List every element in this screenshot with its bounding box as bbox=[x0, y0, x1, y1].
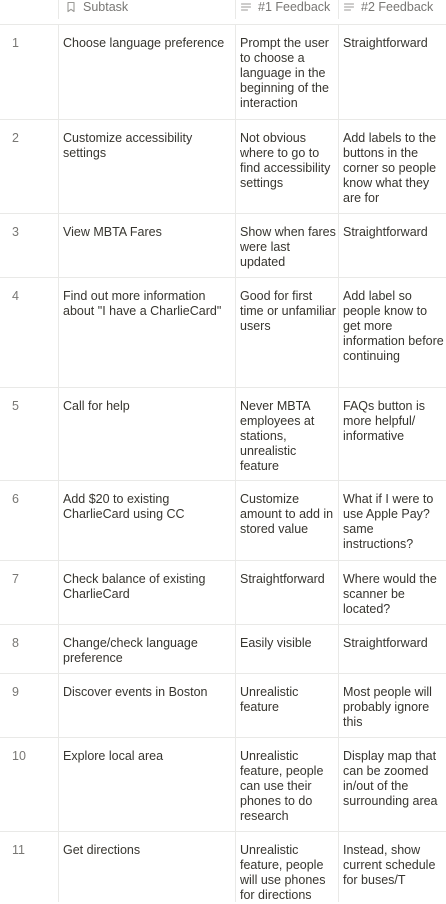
column-header-label: #2 Feedback bbox=[361, 0, 434, 14]
row-number: 3 bbox=[12, 225, 19, 239]
table-row[interactable] bbox=[0, 120, 446, 214]
row-number: 10 bbox=[12, 749, 26, 763]
table-row[interactable] bbox=[0, 738, 446, 832]
feedback-1-cell[interactable]: Show when fares were last updated bbox=[235, 214, 338, 277]
feedback-2-cell[interactable]: Straightforward bbox=[338, 625, 446, 673]
feedback-1-cell[interactable]: Prompt the user to choose a language in the beginning of the interaction bbox=[235, 25, 338, 119]
column-header-subtask[interactable] bbox=[58, 0, 235, 19]
subtask-cell[interactable]: Change/check language preference bbox=[58, 625, 235, 673]
subtask-cell[interactable]: Add $20 to existing CharlieCard using CC bbox=[58, 481, 235, 560]
feedback-1-cell[interactable]: Unrealistic feature, people will use phones for directions bbox=[235, 832, 338, 902]
table-row[interactable] bbox=[0, 832, 446, 902]
feedback-2-cell[interactable]: Most people will probably ignore this bbox=[338, 674, 446, 737]
subtask-cell[interactable]: Check balance of existing CharlieCard bbox=[58, 561, 235, 624]
feedback-2-cell[interactable]: FAQs button is more helpful/ informative bbox=[338, 388, 446, 480]
feedback-2-cell[interactable]: Where would the scanner be located? bbox=[338, 561, 446, 624]
table-row[interactable] bbox=[0, 388, 446, 481]
feedback-2-cell[interactable]: Display map that can be zoomed in/out of the surrounding area bbox=[338, 738, 446, 831]
table-row[interactable] bbox=[0, 278, 446, 388]
subtask-cell[interactable]: Get directions bbox=[58, 832, 235, 902]
row-number: 6 bbox=[12, 492, 19, 506]
feedback-1-cell[interactable]: Never MBTA employees at stations, unrealistic feature bbox=[235, 388, 338, 480]
row-number: 5 bbox=[12, 399, 19, 413]
table-row[interactable] bbox=[0, 674, 446, 738]
subtask-cell[interactable]: Call for help bbox=[58, 388, 235, 480]
table-row[interactable] bbox=[0, 25, 446, 120]
column-header-label: Subtask bbox=[83, 0, 129, 14]
subtask-cell[interactable]: Explore local area bbox=[58, 738, 235, 831]
table-header bbox=[0, 0, 446, 25]
subtask-cell[interactable]: Discover events in Boston bbox=[58, 674, 235, 737]
feedback-1-cell[interactable]: Unrealistic feature bbox=[235, 674, 338, 737]
row-number: 1 bbox=[12, 36, 19, 50]
feedback-1-cell[interactable]: Straightforward bbox=[235, 561, 338, 624]
column-header-feedback-2[interactable] bbox=[338, 0, 446, 19]
row-number: 4 bbox=[12, 289, 19, 303]
subtask-cell[interactable]: Find out more information about "I have a CharlieCard" bbox=[58, 278, 235, 387]
row-number: 2 bbox=[12, 131, 19, 145]
feedback-1-cell[interactable]: Not obvious where to go to find accessibility settings bbox=[235, 120, 338, 213]
feedback-2-cell[interactable]: Straightforward bbox=[338, 214, 446, 277]
subtask-cell[interactable]: Choose language preference bbox=[58, 25, 235, 119]
header-index-column bbox=[0, 0, 58, 24]
table-row[interactable] bbox=[0, 625, 446, 674]
row-number: 7 bbox=[12, 572, 19, 586]
subtask-cell[interactable]: Customize accessibility settings bbox=[58, 120, 235, 213]
feedback-1-cell[interactable]: Unrealistic feature, people can use their phones to do research bbox=[235, 738, 338, 831]
text-lines-icon bbox=[240, 1, 252, 13]
table-row[interactable] bbox=[0, 214, 446, 278]
feedback-2-cell[interactable]: Add labels to the buttons in the corner so people know what they are for bbox=[338, 120, 446, 213]
table-row[interactable] bbox=[0, 561, 446, 625]
feedback-2-cell[interactable]: What if I were to use Apple Pay? same instructions? bbox=[338, 481, 446, 560]
text-lines-icon bbox=[343, 1, 355, 13]
column-header-feedback-1[interactable] bbox=[235, 0, 338, 19]
table-row[interactable] bbox=[0, 481, 446, 561]
feedback-1-cell[interactable]: Good for first time or unfamiliar users bbox=[235, 278, 338, 387]
row-number: 8 bbox=[12, 636, 19, 650]
feedback-2-cell[interactable]: Add label so people know to get more information before continuing bbox=[338, 278, 446, 387]
feedback-2-cell[interactable]: Instead, show current schedule for buses/T bbox=[338, 832, 446, 902]
bookmark-icon bbox=[65, 1, 77, 13]
subtask-cell[interactable]: View MBTA Fares bbox=[58, 214, 235, 277]
feedback-1-cell[interactable]: Easily visible bbox=[235, 625, 338, 673]
row-number: 11 bbox=[12, 843, 25, 857]
feedback-2-cell[interactable]: Straightforward bbox=[338, 25, 446, 119]
row-number: 9 bbox=[12, 685, 19, 699]
feedback-1-cell[interactable]: Customize amount to add in stored value bbox=[235, 481, 338, 560]
column-header-label: #1 Feedback bbox=[258, 0, 331, 14]
